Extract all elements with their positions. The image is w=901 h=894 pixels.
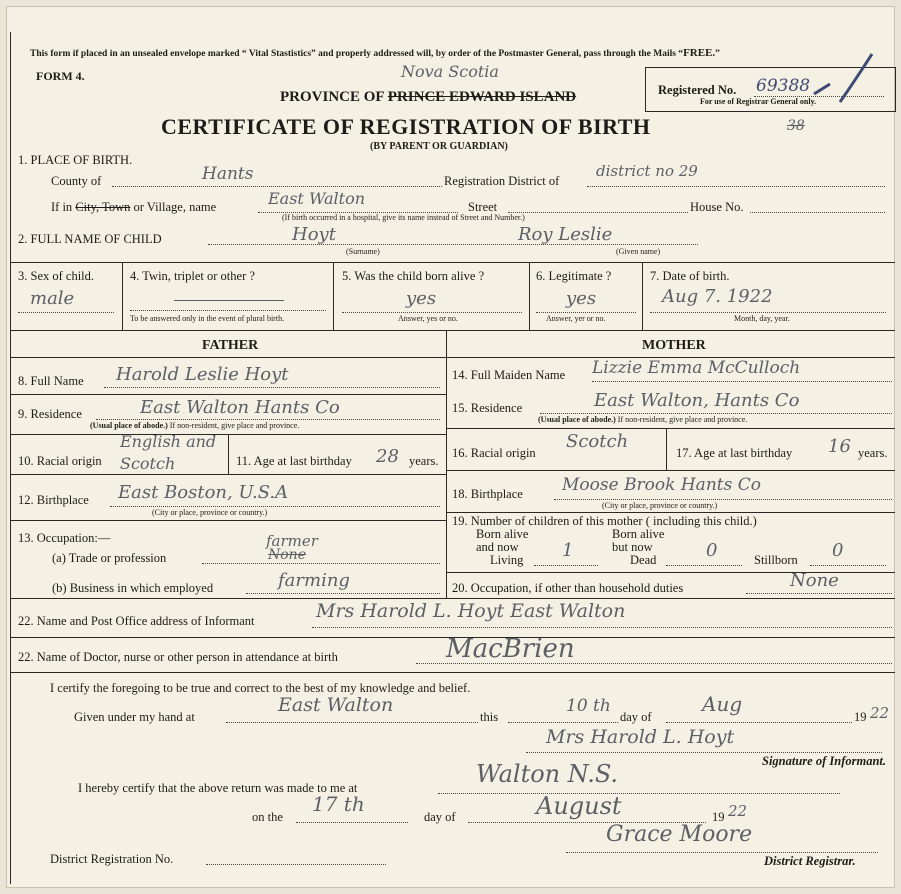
rule (529, 262, 530, 330)
mother-maiden-value: Lizzie Emma McCulloch (592, 358, 801, 378)
registrar-signature-line (566, 852, 878, 853)
mother-occupation-line (746, 593, 892, 594)
attendant-label: 22. Name of Doctor, nurse or other person in attendance at birth (18, 650, 338, 664)
rule (642, 262, 643, 330)
registrar-title: District Registrar. (764, 854, 856, 868)
mother-residence-line (540, 413, 892, 414)
mother-heading: MOTHER (642, 338, 706, 353)
and-now-label: and now (476, 540, 519, 554)
hospital-note: (If birth occurred in a hospital, give its name instead of Street and Number.) (282, 213, 525, 222)
informant-signature-label: Signature of Informant. (762, 754, 886, 768)
legit-line (536, 312, 636, 313)
rule (10, 598, 895, 599)
attendant-value: MacBrien (446, 634, 575, 664)
district-line (587, 186, 885, 187)
county-line (112, 186, 442, 187)
dead-value: 0 (706, 540, 718, 561)
father-business-label: (b) Business in which employed (52, 581, 214, 595)
twin-note: To be answered only in the event of plural birth. (130, 314, 285, 323)
father-business-line (246, 593, 440, 594)
legit-value: yes (566, 288, 597, 309)
alive-label: 5. Was the child born alive ? (342, 269, 485, 283)
living-line (534, 565, 598, 566)
father-trade-value: farmer (266, 532, 318, 550)
father-racial-label: 10. Racial origin (18, 454, 102, 468)
year-prefix: 19 (854, 710, 867, 724)
stillborn-value: 0 (832, 540, 844, 561)
province-line: PROVINCE OF PRINCE EDWARD ISLAND (280, 89, 577, 105)
mother-racial-value: Scotch (566, 431, 629, 452)
born-alive-label: Born alive (476, 527, 529, 541)
mother-residence-value: East Walton, Hants Co (594, 390, 800, 411)
father-business-value: farming (278, 570, 350, 591)
child-surname-note: (Surname) (346, 247, 380, 256)
father-age-label: 11. Age at last birthday (236, 454, 352, 468)
mother-maiden-line (592, 381, 892, 382)
postal-notice: This form if placed in an unsealed envelope marked “ Vital Stastistics” and properly addressed will, by order of the Postmaster General, pass through the Mails “FREE.” (30, 47, 720, 59)
mother-occupation-value: None (790, 570, 839, 591)
rule (10, 394, 446, 395)
village-value: East Walton (268, 189, 366, 208)
rule (228, 434, 229, 474)
father-residence-label: 9. Residence (18, 407, 82, 421)
father-residence-value: East Walton Hants Co (140, 397, 340, 418)
dead-label: Dead (630, 553, 657, 567)
mother-children-label: 19. Number of children of this mother ( including this child.) (452, 514, 757, 528)
district-label: Registration District of (444, 174, 560, 188)
registrar-signature: Grace Moore (606, 822, 753, 847)
place-of-birth-heading: 1. PLACE OF BIRTH. (18, 153, 133, 167)
month-line (666, 722, 852, 723)
sex-line (18, 312, 114, 313)
father-trade-value-2: None (268, 547, 306, 563)
certify-statement: I certify the foregoing to be true and correct to the best of my knowledge and belief. (50, 681, 471, 695)
father-name-value: Harold Leslie Hoyt (116, 364, 289, 385)
mother-age-label: 17. Age at last birthday (676, 446, 793, 460)
registrar-statement: I hereby certify that the above return was made to me at (78, 781, 358, 795)
given-month-value: Aug (702, 692, 743, 716)
living-value: 1 (562, 540, 574, 561)
mother-racial-label: 16. Racial origin (452, 446, 536, 460)
sex-value: male (30, 288, 75, 309)
given-day-value: 10 th (566, 696, 611, 716)
father-racial-value-1: English and (120, 432, 217, 451)
registrar-day-line (296, 822, 408, 823)
registrar-year-prefix: 19 (712, 810, 725, 824)
dead-line (666, 565, 742, 566)
twin-dash (174, 300, 284, 301)
father-name-label: 8. Full Name (18, 374, 84, 388)
father-age-value: 28 (376, 446, 399, 467)
page-subtitle: (BY PARENT OR GUARDIAN) (370, 141, 508, 152)
corner-mark: 38 (787, 118, 805, 134)
born-alive-dead-label: Born alive (612, 527, 665, 541)
legit-label: 6. Legitimate ? (536, 269, 612, 283)
father-name-line (104, 387, 440, 388)
county-value: Hants (202, 164, 254, 184)
sex-label: 3. Sex of child. (18, 269, 95, 283)
rule (122, 262, 123, 330)
twin-line (130, 310, 326, 311)
given-place-value: East Walton (278, 694, 394, 716)
father-birthplace-note: (City or place, province or country.) (152, 508, 268, 517)
child-name-label: 2. FULL NAME OF CHILD (18, 232, 162, 246)
registered-no-label: Registered No. (658, 83, 737, 97)
mother-birthplace-label: 18. Birthplace (452, 487, 523, 501)
legit-note: Answer, yer or no. (546, 314, 606, 323)
father-occupation-label: 13. Occupation:— (18, 531, 111, 545)
form-number: FORM 4. (36, 69, 85, 83)
rule (10, 520, 446, 521)
registrar-year-value: 22 (728, 802, 748, 820)
alive-line (342, 312, 522, 313)
given-year-value: 22 (870, 704, 890, 722)
rule (446, 512, 895, 513)
father-residence-note: (Usual place of abode.) If non-resident, give place and province. (90, 421, 300, 430)
registrar-place-value: Walton N.S. (476, 760, 619, 788)
father-birthplace-label: 12. Birthplace (18, 493, 89, 507)
left-border (10, 32, 11, 884)
mother-age-value: 16 (828, 436, 851, 457)
father-trade-label: (a) Trade or profession (52, 551, 167, 565)
father-age-unit: years. (409, 454, 439, 468)
informant-signature: Mrs Harold L. Hoyt (546, 726, 735, 748)
alive-note: Answer, yes or no. (398, 314, 458, 323)
dob-label: 7. Date of birth. (650, 269, 730, 283)
dob-line (650, 312, 886, 313)
on-the-label: on the (252, 810, 283, 824)
stillborn-label: Stillborn (754, 553, 798, 567)
district-registration-label: District Registration No. (50, 852, 174, 866)
but-now-label: but now (612, 540, 653, 554)
informant-line (312, 627, 892, 628)
child-surname-value: Hoyt (292, 224, 336, 245)
rule (446, 330, 447, 598)
registrar-day-value: 17 th (312, 792, 365, 816)
registrar-use-note: For use of Registrar General only. (700, 97, 817, 106)
dob-value: Aug 7. 1922 (662, 286, 773, 307)
registrar-place-line (438, 793, 840, 794)
living-label: Living (490, 553, 524, 567)
if-in-line: If in City, Town or Village, name (51, 200, 217, 214)
rule (446, 428, 895, 429)
certificate-sheet (6, 6, 895, 888)
province-handwritten: Nova Scotia (401, 62, 499, 81)
district-value: district no 29 (596, 162, 698, 180)
mother-age-unit: years. (858, 446, 888, 460)
registrar-day-of-label: day of (424, 810, 456, 824)
twin-label: 4. Twin, triplet or other ? (130, 269, 255, 283)
mother-residence-note: (Usual place of abode.) If non-resident, give place and province. (538, 415, 748, 424)
informant-value: Mrs Harold L. Hoyt East Walton (316, 600, 626, 622)
father-birthplace-value: East Boston, U.S.A (118, 482, 289, 503)
rule (10, 474, 446, 475)
house-line (750, 212, 885, 213)
this-label: this (480, 710, 499, 724)
day-line (508, 722, 618, 723)
father-trade-line (202, 563, 440, 564)
rule (10, 330, 895, 331)
father-racial-value-2: Scotch (120, 454, 176, 473)
street-line (508, 212, 688, 213)
county-label: County of (51, 174, 102, 188)
dob-note: Month, day, year. (734, 314, 790, 323)
child-given-value: Roy Leslie (518, 224, 613, 245)
page-title: CERTIFICATE OF REGISTRATION OF BIRTH (161, 114, 651, 139)
mother-birthplace-note: (City or place, province or country.) (602, 501, 718, 510)
day-of-label: day of (620, 710, 652, 724)
rule (10, 672, 895, 673)
rule (666, 428, 667, 470)
registered-no-value: 69388 (756, 76, 811, 96)
father-birthplace-line (110, 506, 440, 507)
rule (446, 470, 895, 471)
mother-occupation-label: 20. Occupation, if other than household duties (452, 581, 684, 595)
house-label: House No. (690, 200, 744, 214)
child-given-note: (Given name) (616, 247, 661, 256)
mother-maiden-label: 14. Full Maiden Name (452, 368, 566, 382)
checkmark-icon (806, 50, 876, 110)
given-label: Given under my hand at (74, 710, 195, 724)
alive-value: yes (406, 288, 437, 309)
father-heading: FATHER (202, 338, 259, 353)
mother-birthplace-value: Moose Brook Hants Co (562, 475, 761, 495)
mother-residence-label: 15. Residence (452, 401, 523, 415)
street-label: Street (468, 200, 498, 214)
informant-label: 22. Name and Post Office address of Informant (18, 614, 255, 628)
child-name-line (208, 244, 698, 245)
district-registration-line (206, 864, 386, 865)
mother-birthplace-line (554, 499, 892, 500)
informant-signature-line (526, 752, 882, 753)
given-place-line (226, 722, 478, 723)
stillborn-line (810, 565, 886, 566)
registrar-month-value: August (536, 792, 622, 820)
rule (10, 262, 895, 263)
father-residence-line (96, 419, 440, 420)
rule (333, 262, 334, 330)
